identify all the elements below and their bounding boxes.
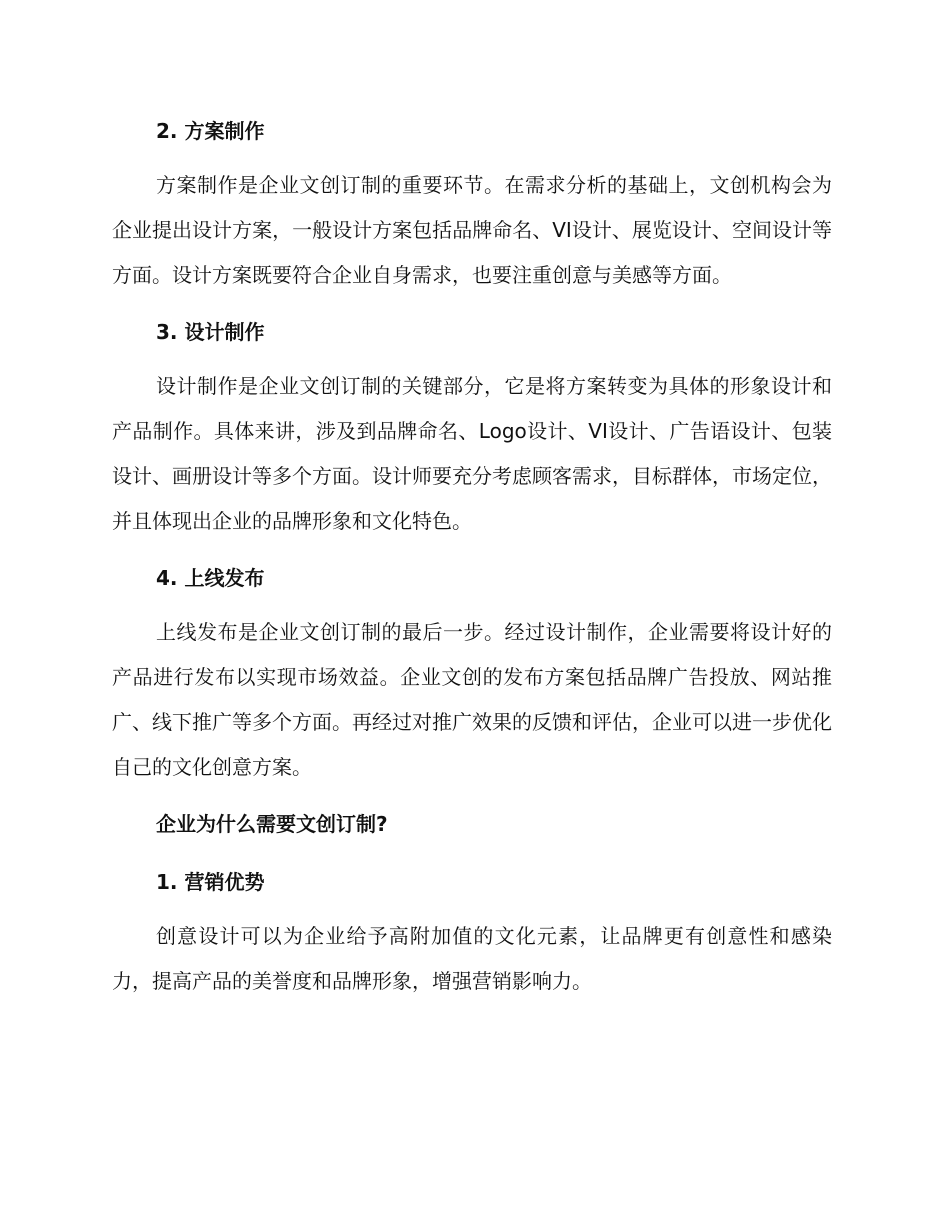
section-paragraph-design: 设计制作是企业文创订制的关键部分，它是将方案转变为具体的形象设计和产品制作。具体来讲，涉及到品牌命名、Logo设计、VI设计、广告语设计、包装设计、画册设计等多个方面。设计师要充分考虑顾客需求，目标群体，市场定位，并且体现出企业的品牌形象和文化特色。 xyxy=(112,374,832,533)
section-paragraph-launch: 上线发布是企业文创订制的最后一步。经过设计制作，企业需要将设计好的产品进行发布以实现市场效益。企业文创的发布方案包括品牌广告投放、网站推广、线下推广等多个方面。再经过对推广效果的反馈和评估，企业可以进一步优化自己的文化创意方案。 xyxy=(112,620,832,779)
section-paragraph-plan: 方案制作是企业文创订制的重要环节。在需求分析的基础上，文创机构会为企业提出设计方案，一般设计方案包括品牌命名、VI设计、展览设计、空间设计等方面。设计方案既要符合企业自身需求，也要注重创意与美感等方面。 xyxy=(112,173,832,287)
question-heading: 企业为什么需要文创订制? xyxy=(156,812,388,836)
document-body xyxy=(112,108,832,1015)
section-paragraph-marketing: 创意设计可以为企业给予高附加值的文化元素，让品牌更有创意性和感染力，提高产品的美誉度和品牌形象，增强营销影响力。 xyxy=(112,924,832,993)
section-heading-marketing: 1. 营销优势 xyxy=(156,870,265,894)
section-heading-launch: 4. 上线发布 xyxy=(156,566,265,590)
section-heading-plan: 2. 方案制作 xyxy=(156,119,265,143)
section-heading-design: 3. 设计制作 xyxy=(156,320,265,344)
